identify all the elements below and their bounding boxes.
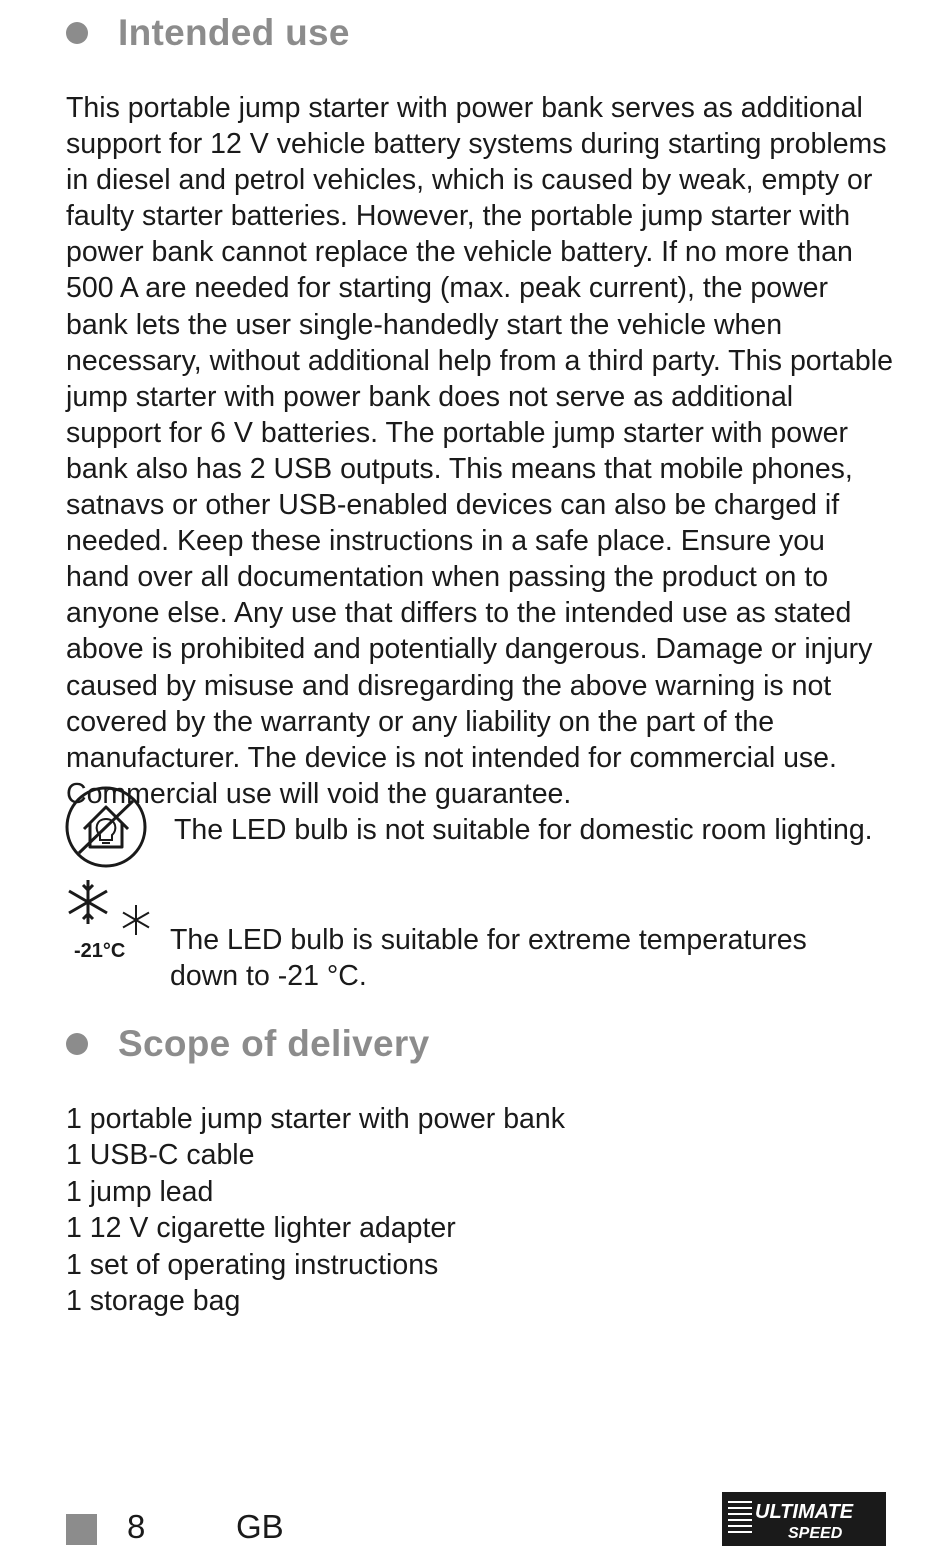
- logo-text-top: ULTIMATE: [755, 1501, 854, 1523]
- list-item: 1 jump lead: [66, 1175, 214, 1208]
- note-extreme-temperatures: The LED bulb is suitable for extreme temperatures down to -21 °C.: [170, 924, 807, 992]
- ultimate-speed-logo: [722, 1492, 886, 1551]
- intended-use-paragraph: This portable jump starter with power bank serves as additional support for 12 V vehicle battery systems during starting problems in diesel and petrol vehicles, which is caused by weak, empty or faulty starter batteries. However, the portable jump starter with power bank cannot replace the vehicle battery. If no more than 500 A are needed for starting (max. peak current), the power bank lets the user single-handedly start the vehicle when necessary, without additional help from a third party. This portable jump starter with power bank does not serve as additional support for 6 V batteries. The portable jump starter with power bank also has 2 USB outputs. This means that mobile phones, satnavs or other USB-enabled devices can also be charged if needed. Keep these instructions in a safe place. Ensure you hand over all documentation when passing the product on to anyone else. Any use that differs to the intended use as stated above is prohibited and potentially dangerous. Damage or injury caused by misuse and disregarding the above warning is not covered by the warranty or any liability on the part of the manufacturer. The device is not intended for commercial use. Commercial use will void the guarantee.: [66, 92, 893, 810]
- temperature-label: -21°C: [74, 940, 126, 962]
- logo-text-bottom: SPEED: [788, 1525, 843, 1542]
- footer-marker: [66, 1514, 97, 1545]
- intended-use-heading: [66, 12, 350, 54]
- heading-bullet: [66, 1033, 88, 1055]
- scope-of-delivery-heading: [66, 1023, 430, 1065]
- snowflake-temperature-icon: [64, 878, 160, 943]
- language-code: GB: [236, 1508, 284, 1545]
- note-no-domestic-lighting: The LED bulb is not suitable for domestic room lighting.: [174, 814, 873, 846]
- list-item: 1 set of operating instructions: [66, 1248, 439, 1281]
- delivery-list: [66, 1101, 565, 1319]
- heading-text: Intended use: [118, 12, 350, 53]
- page-number: 8: [127, 1508, 146, 1545]
- heading-text: Scope of delivery: [118, 1023, 430, 1064]
- heading-bullet: [66, 22, 88, 44]
- list-item: 1 storage bag: [66, 1285, 241, 1318]
- list-item: 1 USB-C cable: [66, 1139, 255, 1172]
- list-item: 1 portable jump starter with power bank: [66, 1103, 566, 1135]
- list-item: 1 12 V cigarette lighter adapter: [66, 1212, 456, 1245]
- no-domestic-lighting-icon: [64, 785, 148, 874]
